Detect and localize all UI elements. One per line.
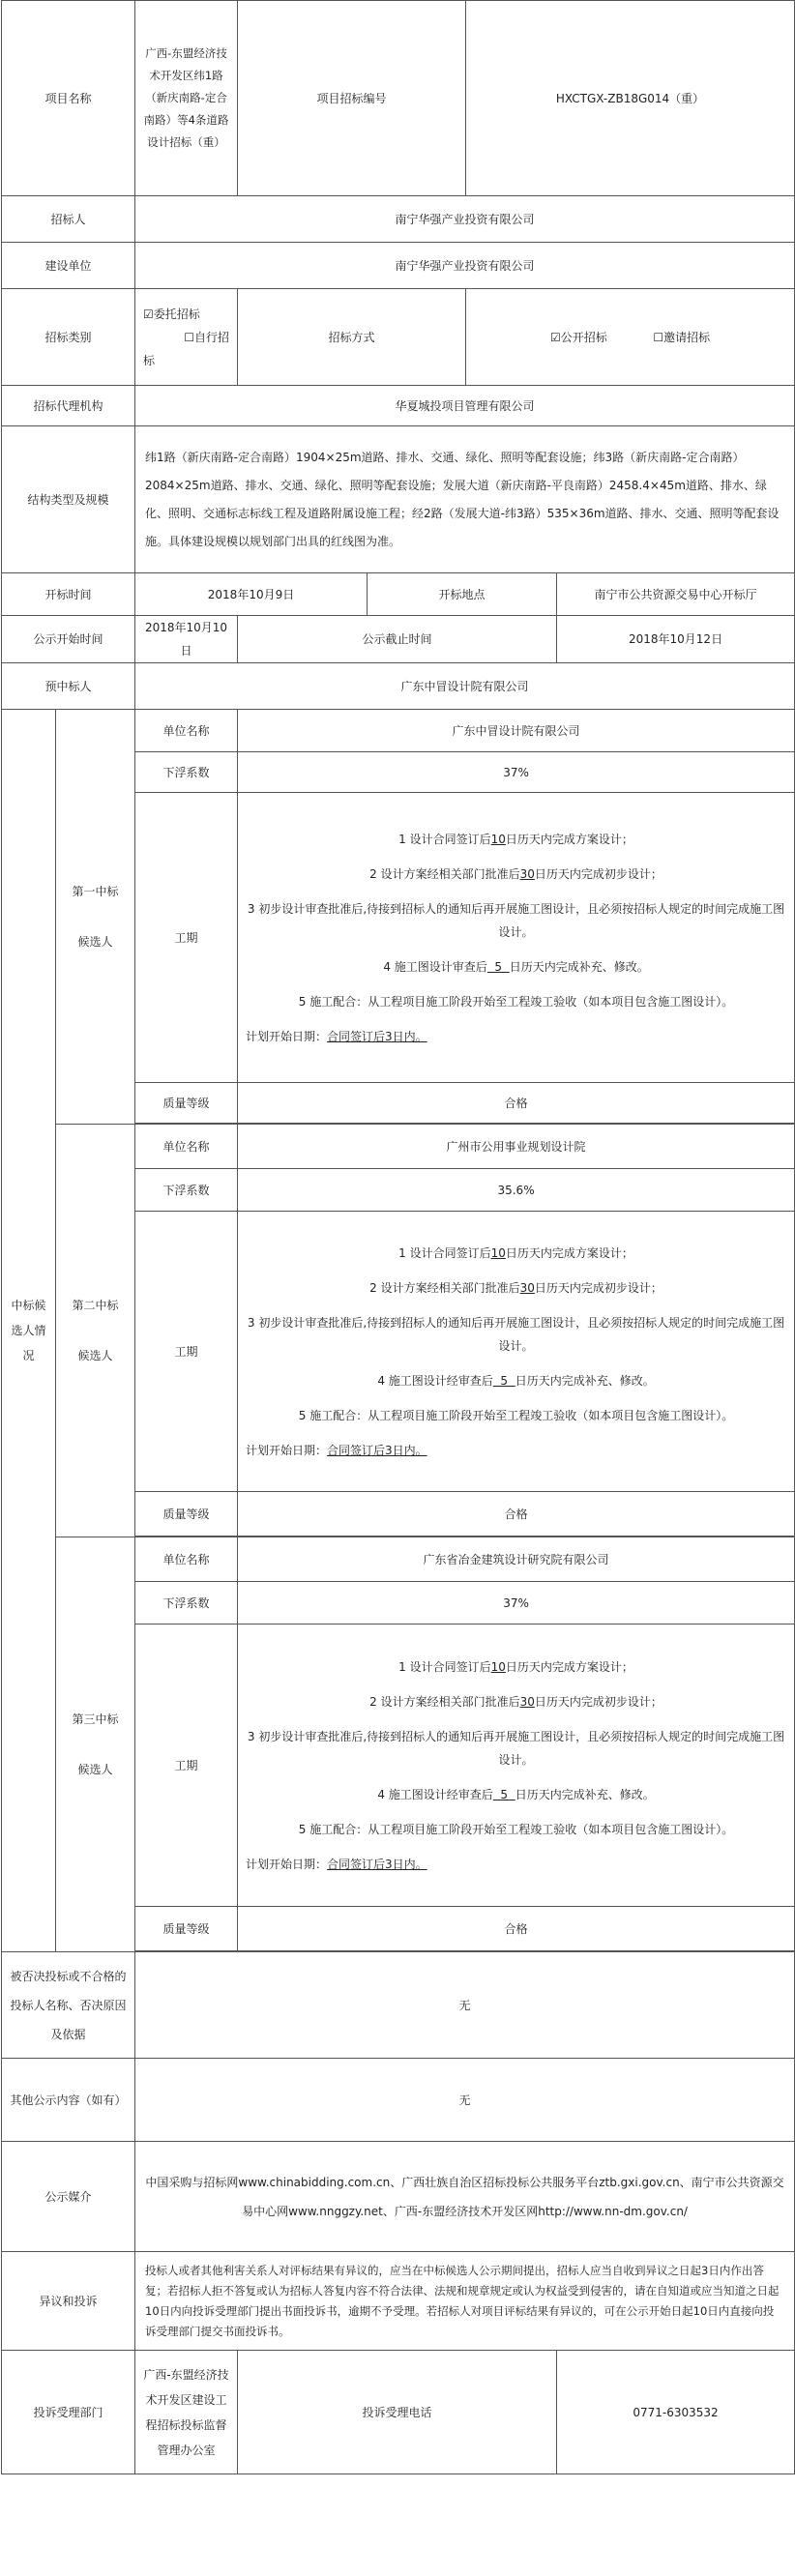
row-builder (2, 243, 795, 289)
option-invite-tender[interactable]: ☐邀请招标 (653, 330, 711, 344)
candidate-3-period-value: 1 设计合同签订后10日历天内完成方案设计； 2 设计方案经相关部门批准后30日历天内完成初步设计； 3 初步设计审查批准后,待接到招标人的通知后再开展施工图设计，且必须按招标人规定的时间完成施工图设计。 4 施工图设计经审查后 5 日历天内完成补充、修改。 5 施工配合：从工程项目施工阶段开始至工程竣工验收（如本项目包含施工图设计）。 计划开始日期：合同签订后3日内。 (238, 1625, 795, 1907)
candidate-3-unit-row (2, 1537, 795, 1582)
option-entrusted[interactable]: ☑委托招标 (143, 307, 200, 321)
scale-value: 纬1路（新庆南路-定合南路）1904×25m道路、排水、交通、绿化、照明等配套设施；纬3路（新庆南路-定合南路）2084×25m道路、排水、交通、绿化、照明等配套设施；发展大道（新庆南路-平良南路）2458.4×45m道路、排水、绿化、照明、交通标志标线工程及道路附属设施工程；经2路（发展大道-纬3路）535×36m道路、排水、交通、照明等配套设施。具体建设规模以规划部门出具的红线图为准。 (135, 426, 795, 573)
complaint-phone-label: 投诉受理电话 (238, 2351, 557, 2474)
candidate-1-rate-label: 下浮系数 (135, 752, 238, 793)
pre-winner-value: 广东中冒设计院有限公司 (135, 663, 795, 710)
candidate-3-quality-value: 合格 (238, 1907, 795, 1951)
candidate-3-quality-label: 质量等级 (135, 1907, 238, 1951)
tenderer-value: 南宁华强产业投资有限公司 (135, 196, 795, 243)
row-project (2, 1, 795, 196)
publicity-start-label: 公示开始时间 (2, 616, 135, 663)
other-label: 其他公示内容（如有） (2, 2059, 135, 2142)
candidate-2-quality-label: 质量等级 (135, 1492, 238, 1537)
candidate-3-unit-value: 广东省冶金建筑设计研究院有限公司 (238, 1537, 795, 1582)
publicity-end-label: 公示截止时间 (238, 616, 557, 663)
row-rejected (2, 1952, 795, 2059)
media-value: 中国采购与招标网www.chinabidding.com.cn、广西壮族自治区招标投标公共服务平台ztb.gxi.gov.cn、南宁市公共资源交易中心网www.nnggzy.net、广西-东盟经济技术开发区网http://www.nn-dm.gov.cn/ (135, 2142, 795, 2252)
bid-notice-table (1, 0, 795, 2474)
opening-place-label: 开标地点 (368, 573, 557, 616)
category-options (135, 289, 238, 386)
project-code-value: HXCTGX-ZB18G014（重） (466, 1, 795, 196)
agency-value: 华夏城投项目管理有限公司 (135, 386, 795, 426)
builder-label: 建设单位 (2, 243, 135, 289)
opening-time-label: 开标时间 (2, 573, 135, 616)
option-self[interactable]: ☐自行招 (184, 330, 230, 344)
row-scale (2, 426, 795, 573)
tenderer-label: 招标人 (2, 196, 135, 243)
builder-value: 南宁华强产业投资有限公司 (135, 243, 795, 289)
candidate-2-unit-row (2, 1125, 795, 1169)
method-label: 招标方式 (238, 289, 466, 386)
candidate-1-quality-value: 合格 (238, 1083, 795, 1124)
row-agency (2, 386, 795, 426)
candidate-1-unit-row (2, 710, 795, 752)
row-media (2, 2142, 795, 2252)
candidate-1-quality-label: 质量等级 (135, 1083, 238, 1124)
candidate-2-quality-value: 合格 (238, 1492, 795, 1537)
candidate-2-unit-value: 广州市公用事业规划设计院 (238, 1125, 795, 1169)
candidate-3-rate-value: 37% (238, 1582, 795, 1625)
method-options (466, 289, 795, 386)
publicity-end-value: 2018年10月12日 (557, 616, 795, 663)
row-objection (2, 2252, 795, 2351)
row-opening (2, 573, 795, 616)
complaint-phone-value: 0771-6303532 (557, 2351, 795, 2474)
candidate-3-unit-label: 单位名称 (135, 1537, 238, 1582)
candidate-1-period-label: 工期 (135, 793, 238, 1083)
candidate-3-label: 第三中标 候选人 (56, 1537, 135, 1952)
row-publicity (2, 616, 795, 663)
candidate-3-rate-label: 下浮系数 (135, 1582, 238, 1625)
candidates-section-label: 中标候 选人情 况 (2, 710, 56, 1952)
option-self-cont: 标 (143, 353, 156, 367)
complaint-label: 投诉受理部门 (2, 2351, 135, 2474)
publicity-start-value: 2018年10月10日 (135, 616, 238, 663)
candidate-2-period-label: 工期 (135, 1212, 238, 1492)
candidate-1-unit-label: 单位名称 (135, 710, 238, 752)
option-open-tender[interactable]: ☑公开招标 (549, 330, 607, 344)
rejected-value: 无 (135, 1952, 795, 2059)
candidate-2-period-value: 1 设计合同签订后10日历天内完成方案设计； 2 设计方案经相关部门批准后30日历天内完成初步设计； 3 初步设计审查批准后,待接到招标人的通知后再开展施工图设计，且必须按招标人规定的时间完成施工图设计。 4 施工图设计经审查后 5 日历天内完成补充、修改。 5 施工配合：从工程项目施工阶段开始至工程竣工验收（如本项目包含施工图设计）。 计划开始日期：合同签订后3日内。 (238, 1212, 795, 1492)
row-pre-winner (2, 663, 795, 710)
row-complaint (2, 2351, 795, 2474)
other-value: 无 (135, 2059, 795, 2142)
objection-label: 异议和投诉 (2, 2252, 135, 2351)
candidate-3-period-label: 工期 (135, 1625, 238, 1907)
project-code-label: 项目招标编号 (238, 1, 466, 196)
candidate-1-period-value: 1 设计合同签订后10日历天内完成方案设计； 2 设计方案经相关部门批准后30日历天内完成初步设计； 3 初步设计审查批准后,待接到招标人的通知后再开展施工图设计，且必须按招标人规定的时间完成施工图设计。 4 施工图设计审查后 5 日历天内完成补充、修改。 5 施工配合：从工程项目施工阶段开始至工程竣工验收（如本项目包含施工图设计）。 计划开始日期：合同签订后3日内。 (238, 793, 795, 1083)
opening-time-value: 2018年10月9日 (135, 573, 368, 616)
candidate-1-unit-value: 广东中冒设计院有限公司 (238, 710, 795, 752)
complaint-dept: 广西-东盟经济技术开发区建设工程招标投标监督管理办公室 (135, 2351, 238, 2474)
opening-place-value: 南宁市公共资源交易中心开标厅 (557, 573, 795, 616)
row-category (2, 289, 795, 386)
category-label: 招标类别 (2, 289, 135, 386)
project-name-value: 广西-东盟经济技术开发区纬1路（新庆南路-定合南路）等4条道路设计招标（重） (135, 1, 238, 196)
media-label: 公示媒介 (2, 2142, 135, 2252)
candidate-1-label: 第一中标 候选人 (56, 710, 135, 1125)
candidate-2-rate-value: 35.6% (238, 1169, 795, 1212)
row-other (2, 2059, 795, 2142)
row-tenderer (2, 196, 795, 243)
candidate-2-rate-label: 下浮系数 (135, 1169, 238, 1212)
objection-value: 投标人或者其他利害关系人对评标结果有异议的，应当在中标候选人公示期间提出，招标人应当自收到异议之日起3日内作出答复；若招标人拒不答复或认为招标人答复内容不符合法律、法规和规章规定或认为权益受到侵害的，请在自知道或应当知道之日起10日内向投诉受理部门提出书面投诉书，逾期不予受理。若招标人对项目评标结果有异议的，可在公示开始日起10日内直接向投诉受理部门提交书面投诉书。 (135, 2252, 795, 2351)
scale-label: 结构类型及规模 (2, 426, 135, 573)
candidate-1-rate-value: 37% (238, 752, 795, 793)
pre-winner-label: 预中标人 (2, 663, 135, 710)
project-name-label: 项目名称 (2, 1, 135, 196)
rejected-label: 被否决投标或不合格的投标人名称、否决原因及依据 (2, 1952, 135, 2059)
candidate-2-label: 第二中标 候选人 (56, 1125, 135, 1537)
agency-label: 招标代理机构 (2, 386, 135, 426)
candidate-2-unit-label: 单位名称 (135, 1125, 238, 1169)
